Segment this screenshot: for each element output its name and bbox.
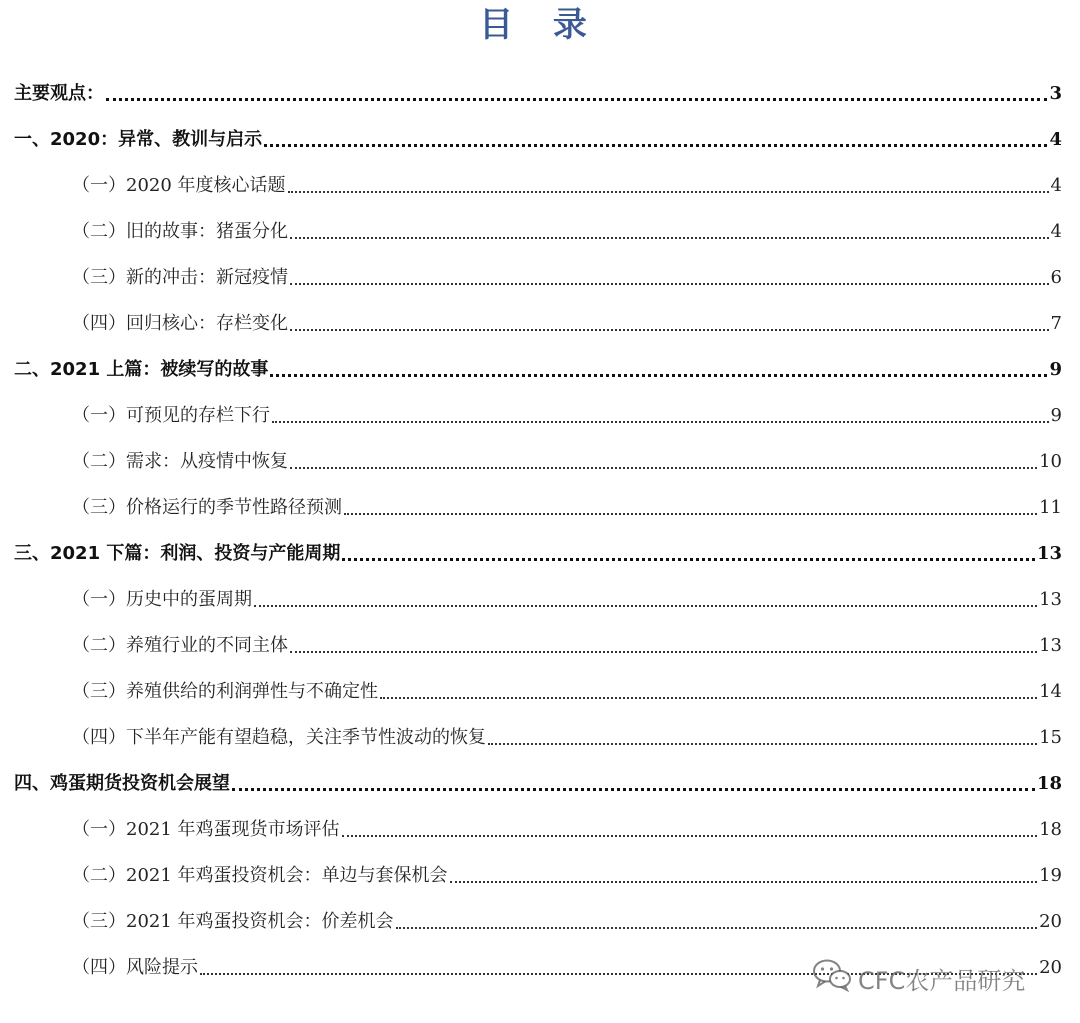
toc-entry[interactable] [72, 168, 1062, 198]
dot-leader [290, 283, 1049, 285]
dot-leader [344, 513, 1037, 515]
watermark [812, 958, 1025, 998]
toc-entry-label: （三）价格运行的季节性路径预测 [72, 497, 342, 518]
dot-leader [272, 421, 1049, 423]
toc-entry-label: （二）旧的故事：猪蛋分化 [72, 221, 288, 242]
toc-entry-label: （二）需求：从疫情中恢复 [72, 451, 288, 472]
toc-entry-label: （四）下半年产能有望趋稳，关注季节性波动的恢复 [72, 727, 486, 748]
toc-entry[interactable] [14, 352, 1062, 382]
toc-entry-label: （一）可预见的存栏下行 [72, 405, 270, 426]
dot-leader [488, 743, 1037, 745]
toc-entry[interactable] [72, 812, 1062, 842]
toc-entry[interactable] [72, 628, 1062, 658]
toc-entry[interactable] [72, 398, 1062, 428]
toc-entry[interactable] [14, 122, 1062, 152]
dot-leader [264, 144, 1047, 147]
toc-entry-page: 7 [1050, 313, 1062, 334]
dot-leader [396, 927, 1038, 929]
dot-leader [342, 835, 1038, 837]
toc-entry[interactable] [14, 76, 1062, 106]
toc-entry[interactable] [14, 536, 1062, 566]
toc-entry-page: 13 [1036, 543, 1062, 564]
toc-entry-label: （四）风险提示 [72, 957, 198, 978]
toc-entry-page: 14 [1039, 681, 1062, 702]
toc-entry-label: （三）新的冲击：新冠疫情 [72, 267, 288, 288]
toc-entry-page: 3 [1049, 83, 1062, 104]
dot-leader [342, 558, 1035, 561]
toc-entry[interactable] [72, 582, 1062, 612]
dot-leader [106, 98, 1047, 101]
toc-entry[interactable] [14, 766, 1062, 796]
toc-entry-label: 三、2021 下篇：利润、投资与产能周期 [14, 543, 341, 564]
toc-entry[interactable] [72, 904, 1062, 934]
toc-entry[interactable] [72, 490, 1062, 520]
toc-entry-label: （三）养殖供给的利润弹性与不确定性 [72, 681, 378, 702]
toc-entry-page: 10 [1039, 451, 1062, 472]
toc-entry-page: 4 [1050, 221, 1062, 242]
toc-entry-page: 19 [1039, 865, 1062, 886]
toc-entry[interactable] [72, 444, 1062, 474]
toc-entry-page: 20 [1039, 911, 1062, 932]
toc-entry-label: （二）养殖行业的不同主体 [72, 635, 288, 656]
toc-entry-page: 18 [1036, 773, 1062, 794]
dot-leader [290, 237, 1049, 239]
toc-entry-page: 9 [1049, 359, 1062, 380]
toc-entry-page: 11 [1039, 497, 1062, 518]
toc-entry-label: （三）2021 年鸡蛋投资机会：价差机会 [72, 911, 394, 932]
dot-leader [290, 329, 1049, 331]
toc-entry-page: 13 [1039, 589, 1062, 610]
dot-leader [290, 467, 1037, 469]
dot-leader [288, 191, 1049, 193]
toc-entry-label: （二）2021 年鸡蛋投资机会：单边与套保机会 [72, 865, 448, 886]
toc-entry[interactable] [72, 214, 1062, 244]
dot-leader [290, 651, 1037, 653]
toc-entry-page: 9 [1050, 405, 1062, 426]
toc-entry-label: 四、鸡蛋期货投资机会展望 [14, 773, 230, 794]
toc-entry-label: 一、2020：异常、教训与启示 [14, 129, 263, 150]
page-title: 目 录 [479, 5, 601, 45]
toc-entry-label: （一）历史中的蛋周期 [72, 589, 252, 610]
toc-entry-label: 主要观点： [14, 83, 104, 104]
toc-entry-label: （一）2021 年鸡蛋现货市场评估 [72, 819, 340, 840]
dot-leader [380, 697, 1037, 699]
toc-entry[interactable] [72, 674, 1062, 704]
toc-entry-page: 15 [1039, 727, 1062, 748]
toc-entry-page: 6 [1050, 267, 1062, 288]
toc-entry[interactable] [72, 858, 1062, 888]
toc-entry[interactable] [72, 306, 1062, 336]
dot-leader [254, 605, 1037, 607]
toc-entry-label: （四）回归核心：存栏变化 [72, 313, 288, 334]
toc-entry-page: 13 [1039, 635, 1062, 656]
toc-entry-label: 二、2021 上篇：被续写的故事 [14, 359, 269, 380]
toc-entry-page: 4 [1049, 129, 1062, 150]
toc-entry-page: 20 [1039, 957, 1062, 978]
toc-entry[interactable] [72, 260, 1062, 290]
toc-entry[interactable] [72, 720, 1062, 750]
dot-leader [450, 881, 1038, 883]
dot-leader [232, 788, 1035, 791]
dot-leader [270, 374, 1047, 377]
wechat-icon [812, 958, 852, 998]
toc-entry-label: （一）2020 年度核心话题 [72, 175, 286, 196]
toc-entry-page: 18 [1039, 819, 1062, 840]
toc-entry-page: 4 [1050, 175, 1062, 196]
watermark-text: CFC农产品研究 [858, 966, 1026, 995]
